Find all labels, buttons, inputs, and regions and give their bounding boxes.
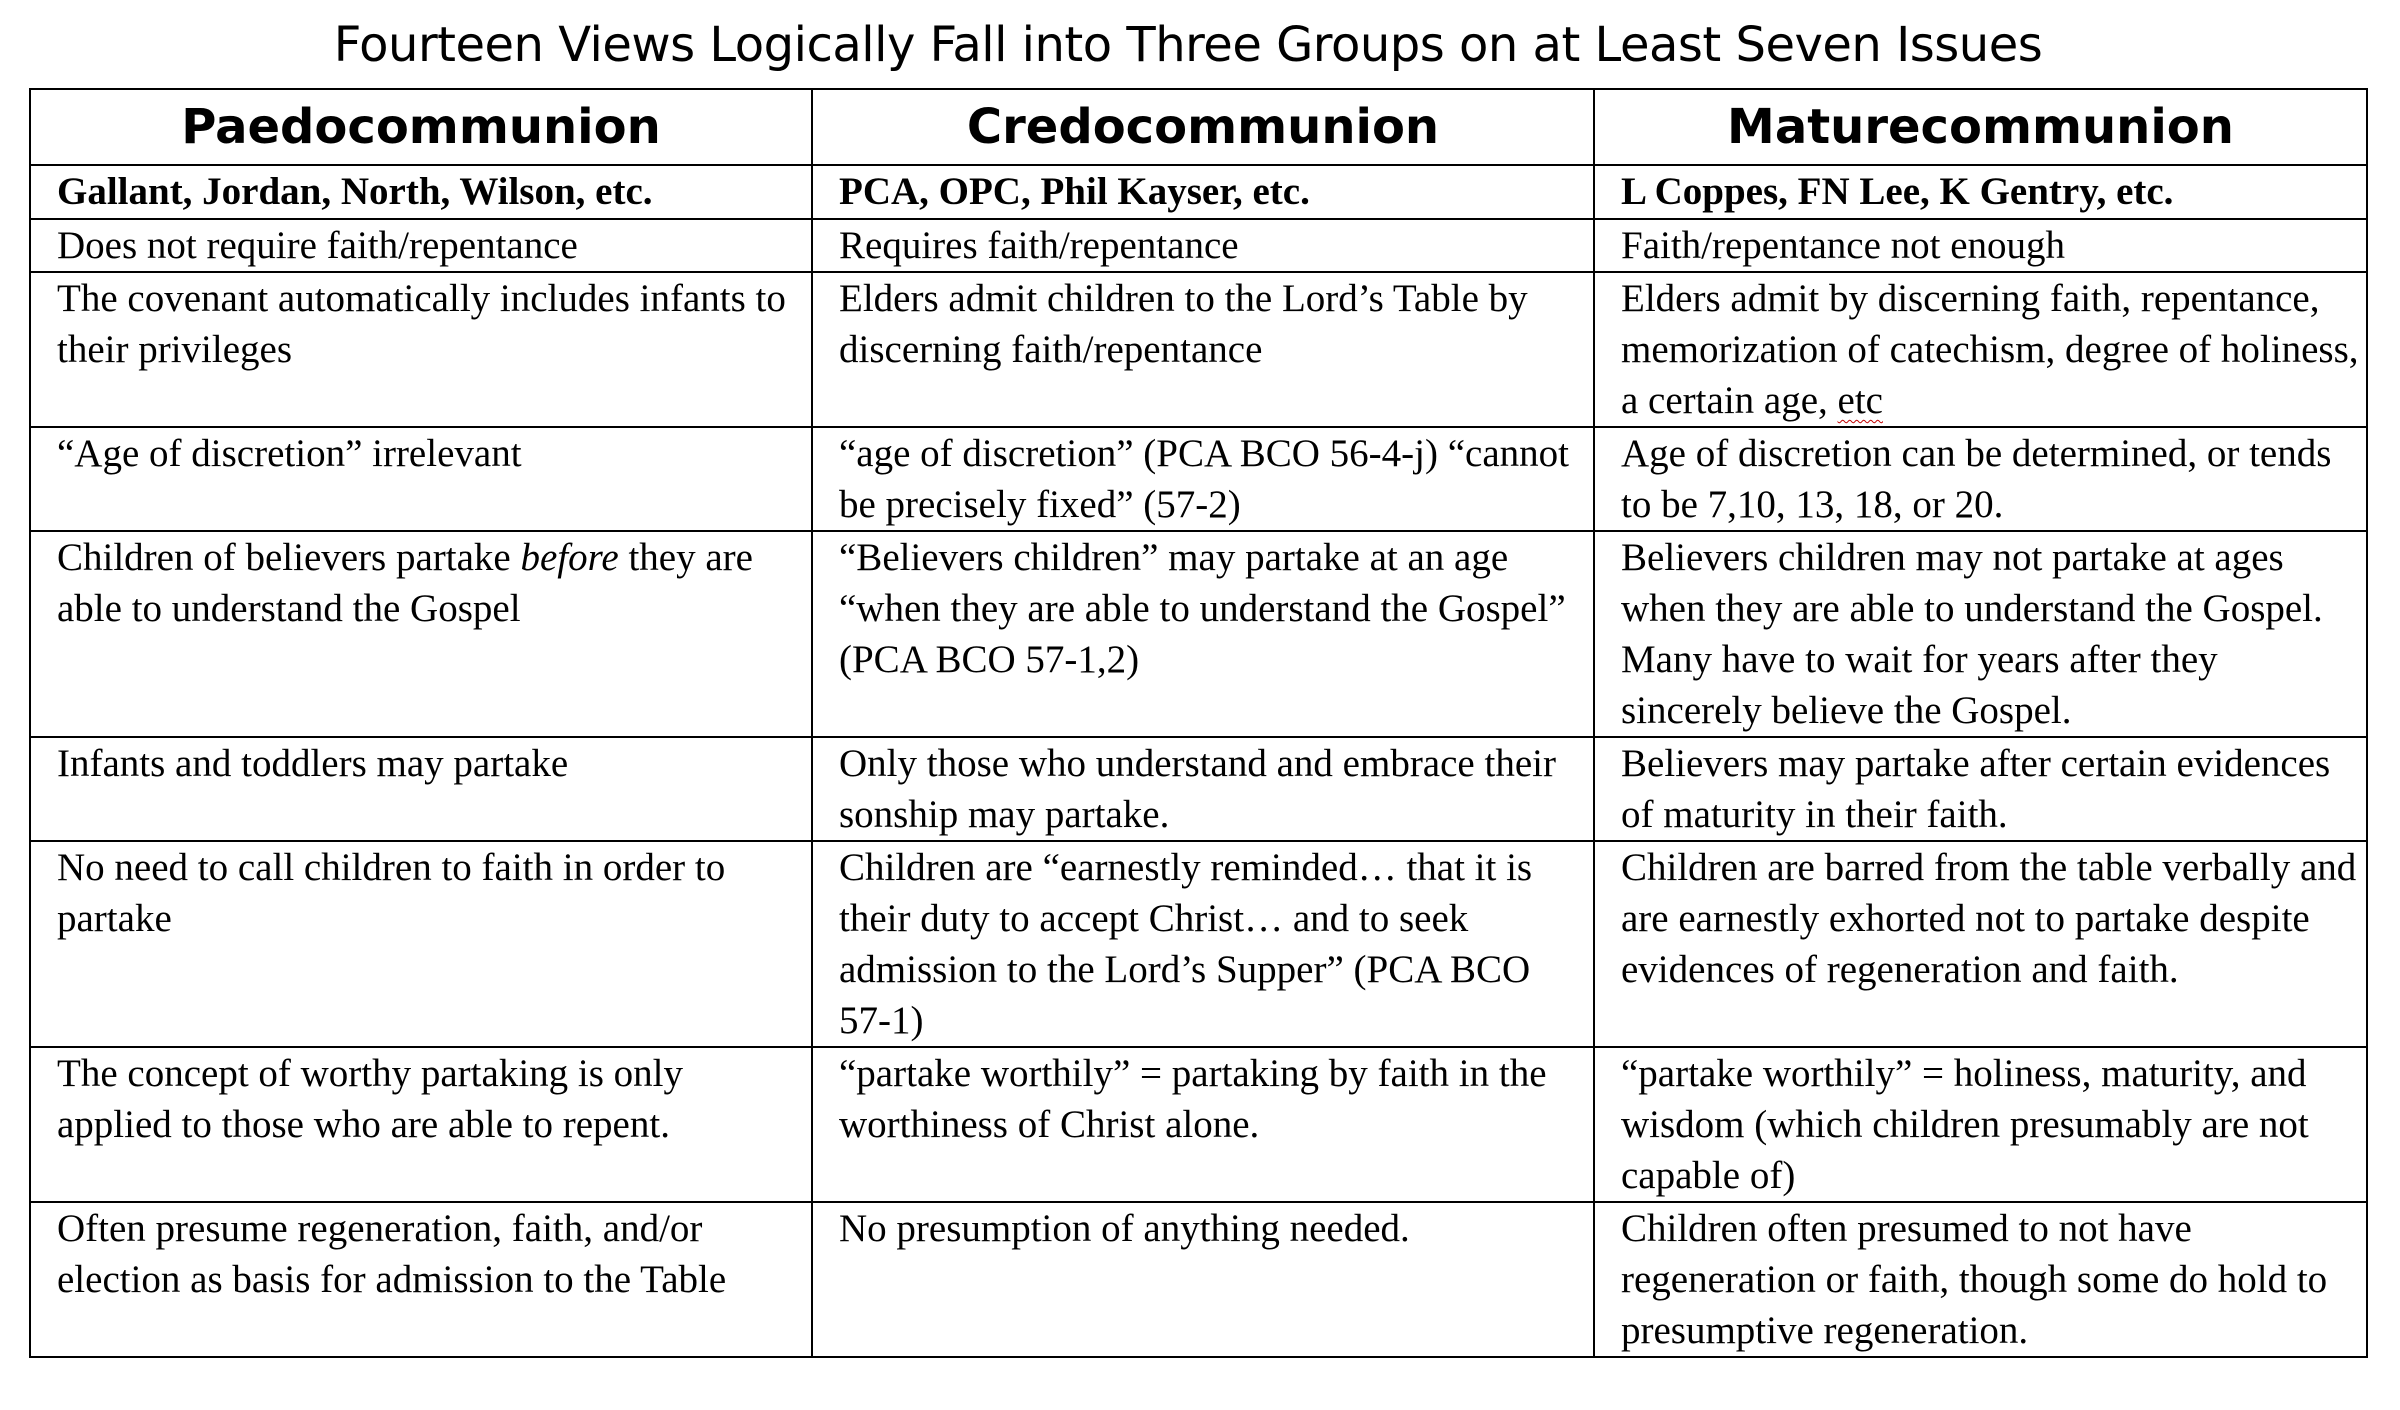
cell-paedocommunion: Does not require faith/repentance (30, 219, 812, 272)
cell-paedocommunion (30, 531, 812, 737)
cell-credocommunion: Elders admit children to the Lord’s Table by discerning faith/repentance (812, 272, 1594, 427)
comparison-table (29, 88, 2368, 1358)
cell-credocommunion: No presumption of anything needed. (812, 1202, 1594, 1357)
table-row (30, 1202, 2367, 1357)
adherents-maturecommunion: L Coppes, FN Lee, K Gentry, etc. (1594, 165, 2367, 219)
cell-paedocommunion: The concept of worthy partaking is only applied to those who are able to repent. (30, 1047, 812, 1202)
cell-credocommunion: Children are “earnestly reminded… that it is their duty to accept Christ… and to seek admission to the Lord’s Supper” (PCA BCO 57-1) (812, 841, 1594, 1047)
table-row (30, 1047, 2367, 1202)
cell-credocommunion: “partake worthily” = partaking by faith in the worthiness of Christ alone. (812, 1047, 1594, 1202)
column-heading-maturecommunion: Maturecommunion (1594, 89, 2367, 165)
adherents-row (30, 165, 2367, 219)
cell-paedocommunion: Often presume regeneration, faith, and/or election as basis for admission to the Table (30, 1202, 812, 1357)
cell-maturecommunion: Believers children may not partake at ages when they are able to understand the Gospel. Many have to wait for years after they sincerely believe the Gospel. (1594, 531, 2367, 737)
cell-maturecommunion: Age of discretion can be determined, or tends to be 7,10, 13, 18, or 20. (1594, 427, 2367, 531)
table-row (30, 219, 2367, 272)
cell-paedocommunion: “Age of discretion” irrelevant (30, 427, 812, 531)
adherents-paedocommunion: Gallant, Jordan, North, Wilson, etc. (30, 165, 812, 219)
cell-maturecommunion: Believers may partake after certain evidences of maturity in their faith. (1594, 737, 2367, 841)
cell-text: Children of believers partake (57, 536, 521, 579)
emphasized-word: before (520, 536, 619, 579)
cell-maturecommunion: “partake worthily” = holiness, maturity, and wisdom (which children presumably are not capable of) (1594, 1047, 2367, 1202)
column-heading-paedocommunion: Paedocommunion (30, 89, 812, 165)
cell-maturecommunion: Children are barred from the table verbally and are earnestly exhorted not to partake despite evidences of regeneration and faith. (1594, 841, 2367, 1047)
header-row (30, 89, 2367, 165)
cell-credocommunion: Requires faith/repentance (812, 219, 1594, 272)
cell-paedocommunion: Infants and toddlers may partake (30, 737, 812, 841)
table-row (30, 737, 2367, 841)
adherents-credocommunion: PCA, OPC, Phil Kayser, etc. (812, 165, 1594, 219)
cell-maturecommunion (1594, 272, 2367, 427)
cell-paedocommunion: The covenant automatically includes infants to their privileges (30, 272, 812, 427)
page-title: Fourteen Views Logically Fall into Three Groups on at Least Seven Issues (333, 17, 2043, 73)
table-row (30, 427, 2367, 531)
cell-credocommunion: Only those who understand and embrace their sonship may partake. (812, 737, 1594, 841)
table-row (30, 531, 2367, 737)
cell-credocommunion: “Believers children” may partake at an age “when they are able to understand the Gospel” (PCA BCO 57-1,2) (812, 531, 1594, 737)
column-heading-credocommunion: Credocommunion (812, 89, 1594, 165)
cell-text: Elders admit by discerning faith, repentance, memorization of catechism, degree of holiness, a certain age, (1621, 277, 2359, 422)
table-row (30, 841, 2367, 1047)
cell-paedocommunion: No need to call children to faith in order to partake (30, 841, 812, 1047)
cell-text: they are able to understand the Gospel (57, 536, 753, 630)
table-row (30, 272, 2367, 427)
spellcheck-flagged-word: etc (1837, 379, 1883, 422)
cell-maturecommunion: Children often presumed to not have regeneration or faith, though some do hold to presumptive regeneration. (1594, 1202, 2367, 1357)
cell-credocommunion: “age of discretion” (PCA BCO 56-4-j) “cannot be precisely fixed” (57-2) (812, 427, 1594, 531)
cell-maturecommunion: Faith/repentance not enough (1594, 219, 2367, 272)
